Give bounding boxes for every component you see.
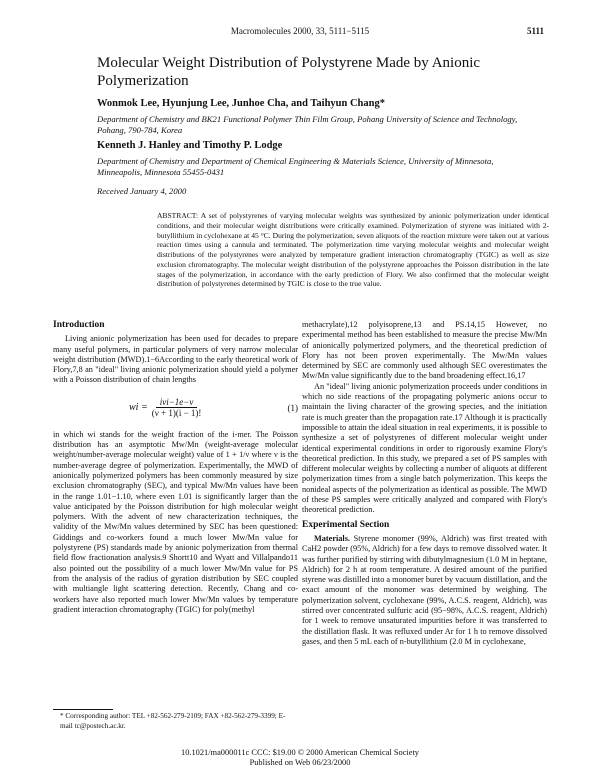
published-line: Published on Web 06/23/2000: [249, 758, 351, 767]
right-paragraph-2: An "ideal" living anionic polymerization proceeds under conditions in which no side reactions of the propagating polymeric anions occur to maintain the living character of the growing species, and the initiation rate is much greater than the propagation rate.17 Although it is practically impossible to attain the ideal situation in real experiments, it is possible to synthesize a set of polystyrenes of different molecular weight under identical experimental conditions in order to rigorously examine Flory's theoretical prediction. In this study, we prepared a set of PS samples with different molecular weights by collecting a number of aliquots at different polymerization times from a single batch polymerization. This keeps the nonideal aspects of the polymerization as identical as possible. The MWD of these PS samples were critically analyzed and compared with Flory's theoretical prediction.: [302, 381, 547, 515]
abstract: ABSTRACT: A set of polystyrenes of varying molecular weights was synthesized by anionic polymerization under identical conditions, and their molecular weight distributions were critically examined. Polymerization of styrene was initiated with 2-butyllithium in cyclohexane at 45 °C. During the polymerization, seven aliquots of the reaction mixture were taken out at various reaction times using a cannula and terminated. The polymerization time varying molecular weights and molecular weight distributions of the polystyrenes were analyzed by temperature gradient interaction chromatography (TGIC) as well as size exclusion chromatography. The molecular weight distribution of the polystyrene approaches the Poisson distribution in the late stages of the polymerization, in accordance with the early prediction of Flory. We also confirmed that the molecular weight distribution of polystyrenes determined by TGIC is close to the true value.: [157, 211, 549, 289]
journal-citation: Macromolecules 2000, 33, 5111−5115: [230, 26, 370, 36]
materials-label: Materials.: [314, 533, 350, 543]
corresponding-author-footnote: * Corresponding author: TEL +82-562-279-2109; FAX +82-562-279-3399; E-mail tc@postech.ac.kr.: [60, 712, 286, 730]
equation-fraction: [152, 397, 202, 419]
page-number: 5111: [526, 26, 544, 36]
materials-text: Styrene monomer (99%, Aldrich) was first treated with CaH2 powder (95%, Aldrich) for a few days to remove dissolved water. It was further purified by stirring with dibutylmagnesium (1.0 M in heptane, Aldrich) for 2 h at room temperature. A desired amount of the purified styrene was distilled into a monomer buret by vacuum distillation, and the exact amount of the monomer was determined by weighing. The polymerization solvent, cyclohexane (99%, A.C.S. reagent, Aldrich), was stirred over concentrated sulfuric acid (95−98%, A.C.S. reagent, Aldrich) for 1 week to remove unsaturated impurities before it was transferred to the distillation flask. It was refluxed under Ar for 1 h to remove dissolved gases, and then 5 mL each of n-butyllithium (2.0 M in cyclohexane,: [302, 533, 547, 646]
right-column: [302, 320, 547, 647]
right-paragraph-1: methacrylate),12 polyisoprene,13 and PS.14,15 However, no experimental method has been established to measure the precise Mw/Mn of anionically polymerized polymers, and the theoretical prediction of Flory has not been proven experimentally. The Mw/Mn values determined by SEC are commonly used although SEC overestimates the Mw/Mn value significantly due to the band broadening effect.16,17: [302, 320, 547, 381]
doi-line: 10.1021/ma000011c CCC: $19.00 © 2000 American Chemical Society: [181, 748, 419, 757]
affiliation-2: Department of Chemistry and Department of Chemical Engineering & Materials Science, University of Minnesota, Minneapolis, Minnesota 55455-0431: [97, 156, 494, 177]
experimental-heading: Experimental Section: [302, 519, 390, 530]
equation-numerator: iνi−1e−ν: [156, 397, 198, 408]
equation-lhs: wi =: [129, 401, 148, 413]
equation-denominator: (ν + 1)(i − 1)!: [151, 408, 202, 419]
equation-number: (1): [287, 402, 298, 413]
intro-paragraph-2: in which wi stands for the weight fraction of the i-mer. The Poisson distribution has an asymptotic Mw/Mn (weight-average molecular weight/number-average molecular weight) value of 1 + 1/ν where ν is the number-average degree of polymerization. Experimentally, the MWD of anionically polymerized polymers has been commonly measured by size exclusion chromatography (SEC), and typical Mw/Mn values have been in the range 1.01−1.10, where even 1.01 is significantly larger than the value anticipated by the Poisson distribution for high molecular weight polymers. With the advent of new characterization techniques, the validity of the Mw/Mn values determined by SEC has been questioned: Giddings and co-workers found a much lower Mw/Mn value for polystyrene (PS) standards made by anionic polymerization from thermal field flow fractionation analysis.9 Shortt10 and Wyatt and Villalpando11 also pointed out the possibility of a much lower Mw/Mn value for PS from the analysis of the radius of gyration distribution by SEC coupled with multiangle light scattering detection. Recently, Chang and co-workers have also reported much lower Mw/Mn values by temperature gradient interaction chromatography (TGIC) for poly(methyl: [53, 429, 298, 614]
authors-group-1: Wonmok Lee, Hyunjung Lee, Junhoe Cha, and Taihyun Chang*: [97, 98, 385, 109]
introduction-heading: Introduction: [53, 320, 105, 330]
footnote-divider: [53, 709, 113, 710]
received-date: Received January 4, 2000: [97, 186, 187, 196]
intro-paragraph-1: Living anionic polymerization has been used for decades to prepare many useful polymers, in particular polymers of very narrow molecular weight distribution (MWD).1−6According to the early theoretical work of Flory,7,8 an "ideal" living anionic polymerization should yield a polymer with a Poisson distribution of chain lengths: [53, 334, 298, 385]
materials-paragraph: [302, 534, 547, 647]
paper-title: Molecular Weight Distribution of Polystyrene Made by Anionic Polymerization: [97, 55, 481, 89]
doi-footer: [0, 748, 600, 768]
equation-1: [53, 388, 298, 428]
affiliation-1: Department of Chemistry and BK21 Functional Polymer Thin Film Group, Pohang University of Science and Technology, Pohang, 790-784, Korea: [97, 114, 518, 135]
running-header: [0, 26, 600, 40]
authors-group-2: Kenneth J. Hanley and Timothy P. Lodge: [97, 140, 283, 151]
left-column: [53, 320, 298, 615]
